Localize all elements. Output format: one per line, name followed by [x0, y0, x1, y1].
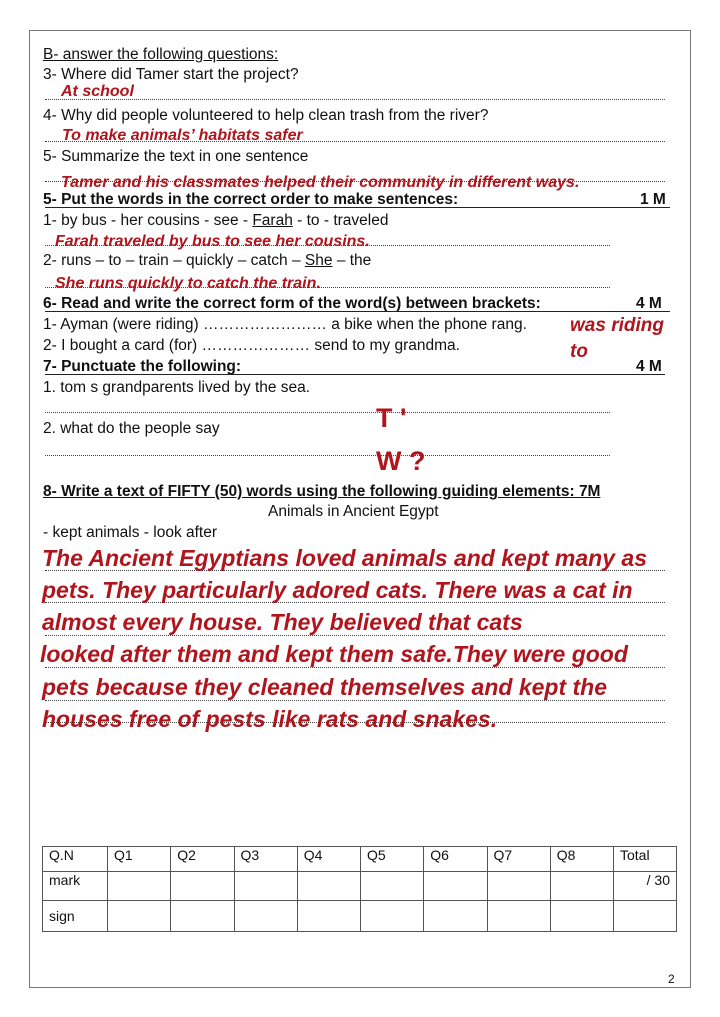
essay-line: pets. They particularly adored cats. There was a cat in — [42, 577, 633, 603]
sec5-item-1: 1- by bus - her cousins - see - Farah - to - traveled — [43, 212, 389, 229]
essay-line: houses free of pests like rats and snakes. — [42, 706, 498, 732]
guiding-elements: - kept animals - look after — [43, 524, 218, 541]
table-cell: mark — [43, 872, 108, 901]
heading-rule — [45, 311, 670, 312]
table-cell — [361, 901, 424, 932]
essay-line: The Ancient Egyptians loved animals and kept many as — [42, 545, 647, 571]
table-cell — [108, 901, 171, 932]
table-cell — [424, 901, 487, 932]
section-5-marks: 1 M — [640, 191, 666, 208]
answer-line — [45, 99, 665, 100]
sec7-answer-1-handwritten: T ' — [376, 403, 407, 433]
answer-line — [45, 412, 610, 413]
table-cell — [171, 872, 234, 901]
table-cell — [361, 872, 424, 901]
table-cell — [487, 901, 550, 932]
section-b-heading: B- answer the following questions: — [43, 46, 279, 63]
table-cell — [424, 872, 487, 901]
table-cell — [108, 872, 171, 901]
table-cell: Q8 — [550, 847, 613, 872]
table-cell — [297, 872, 360, 901]
sec6-answer-2-handwritten: to — [570, 341, 588, 362]
answer-4-handwritten: To make animals’ habitats safer — [62, 127, 303, 144]
question-5: 5- Summarize the text in one sentence — [43, 148, 309, 165]
table-cell: Q3 — [234, 847, 297, 872]
question-3: 3- Where did Tamer start the project? — [43, 66, 299, 83]
section-6-marks: 4 M — [636, 295, 662, 312]
sec7-item-2: 2. what do the people say — [43, 420, 220, 437]
table-cell: Q4 — [297, 847, 360, 872]
section-5-heading: 5- Put the words in the correct order to make sentences: — [43, 191, 459, 208]
table-cell — [171, 901, 234, 932]
table-cell — [550, 901, 613, 932]
essay-line: almost every house. They believed that cats — [42, 609, 523, 635]
sec6-item-1: 1- Ayman (were riding) …………………… a bike when the phone rang. — [43, 316, 527, 333]
table-cell — [234, 901, 297, 932]
table-cell: Q5 — [361, 847, 424, 872]
section-6-heading: 6- Read and write the correct form of the word(s) between brackets: — [43, 295, 541, 312]
table-cell — [234, 872, 297, 901]
table-cell: Total — [614, 847, 677, 872]
essay-line: looked after them and kept them safe.They were good — [40, 641, 628, 667]
table-cell: Q7 — [487, 847, 550, 872]
heading-rule — [45, 374, 665, 375]
section-7-heading: 7- Punctuate the following: — [43, 358, 242, 375]
table-cell: Q2 — [171, 847, 234, 872]
table-cell — [614, 901, 677, 932]
sec7-item-1: 1. tom s grandparents lived by the sea. — [43, 379, 311, 396]
section-7-marks: 4 M — [636, 358, 662, 375]
table-cell: sign — [43, 901, 108, 932]
table-cell: Q1 — [108, 847, 171, 872]
table-row — [43, 847, 677, 872]
sec6-answer-1-handwritten: was riding — [570, 315, 664, 336]
answer-5-handwritten: Tamer and his classmates helped their community in different ways. — [61, 174, 580, 191]
page-number: 2 — [668, 972, 675, 986]
answer-3-handwritten: At school — [61, 83, 134, 100]
essay-line: pets because they cleaned themselves and kept the — [42, 674, 608, 700]
table-row — [43, 901, 677, 932]
sec6-item-2: 2- I bought a card (for) ………………… send to my grandma. — [43, 337, 460, 354]
table-cell: / 30 — [614, 872, 677, 901]
marks-table — [42, 846, 677, 932]
table-cell — [550, 872, 613, 901]
answer-line — [45, 455, 610, 456]
sec5-item-2: 2- runs – to – train – quickly – catch – She – the — [43, 252, 372, 269]
table-cell — [487, 872, 550, 901]
sec5-answer-2-handwritten: She runs quickly to catch the train. — [55, 275, 321, 292]
sec5-answer-1-handwritten: Farah traveled by bus to see her cousins. — [55, 233, 370, 250]
heading-rule — [45, 207, 670, 208]
question-4: 4- Why did people volunteered to help clean trash from the river? — [43, 107, 489, 124]
table-cell: Q.N — [43, 847, 108, 872]
sec7-answer-2-handwritten: W ? — [376, 446, 426, 476]
table-row — [43, 872, 677, 901]
essay-title: Animals in Ancient Egypt — [268, 503, 439, 520]
table-cell: Q6 — [424, 847, 487, 872]
table-cell — [297, 901, 360, 932]
section-8-heading: 8- Write a text of FIFTY (50) words using the following guiding elements: 7M — [43, 483, 601, 500]
section-8-marks: 7M — [578, 483, 601, 500]
